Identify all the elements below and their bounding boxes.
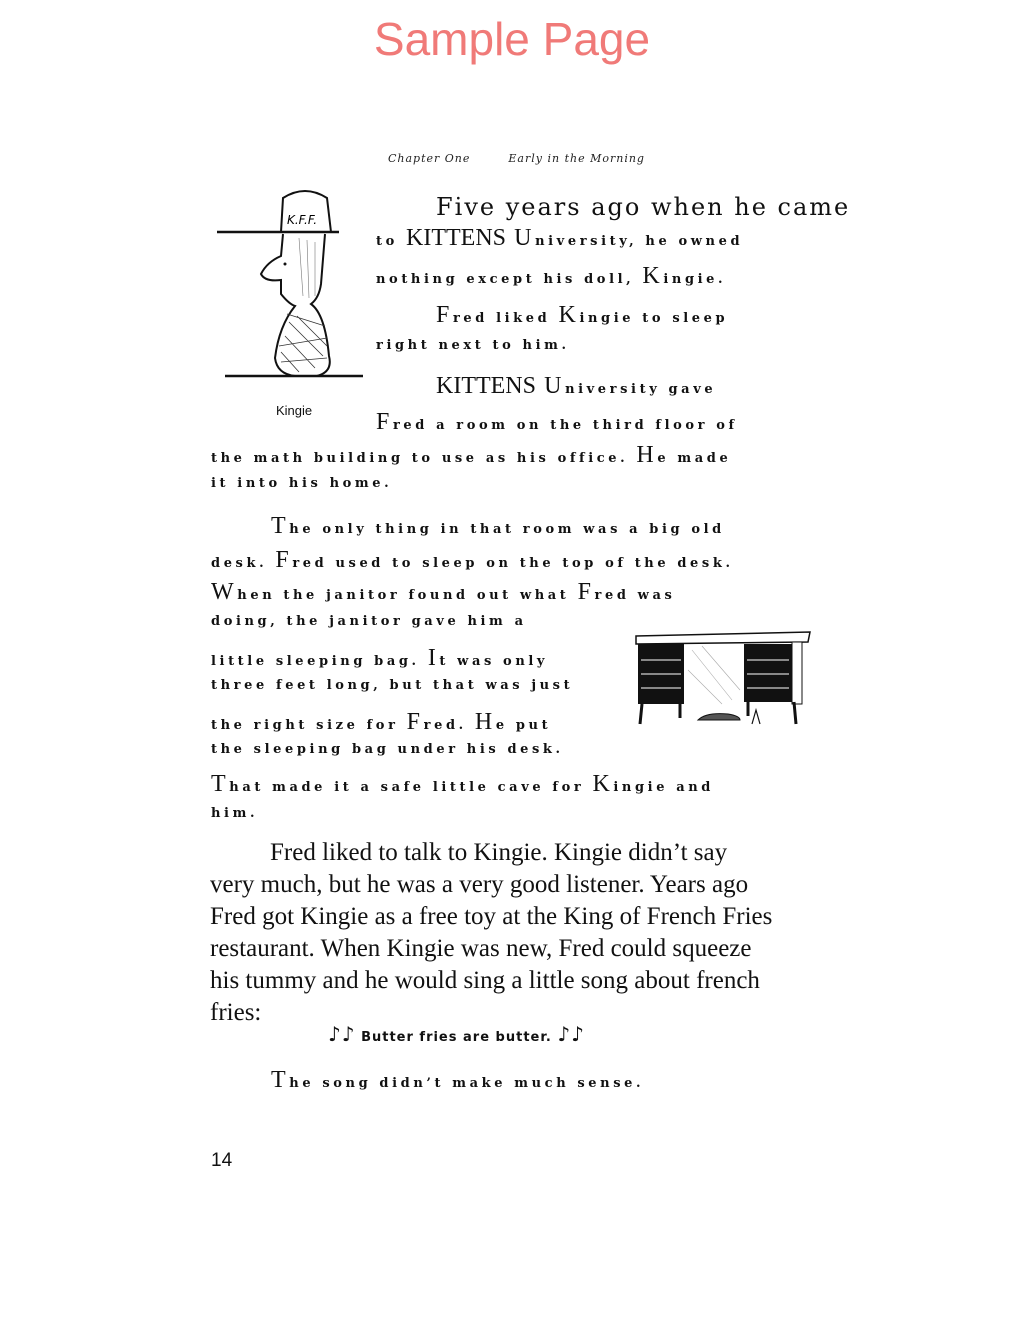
text-line: desk. Fred used to sleep on the top of the desk. [211, 547, 734, 573]
text-line: KITTENS University gave [436, 373, 717, 399]
text-line: to KITTENS University, he owned [376, 225, 744, 251]
desk-illustration [632, 630, 812, 730]
text-line: little sleeping bag. It was only [211, 645, 549, 671]
song-text: Butter fries are butter. [361, 1030, 552, 1045]
text-line: it into his home. [211, 476, 393, 491]
paragraph-line: Fred liked to talk to Kingie. Kingie didn’t say [270, 839, 728, 866]
paragraph-line: very much, but he was a very good listener. Years ago [210, 871, 749, 898]
text-line: the right size for Fred. He put [211, 709, 552, 735]
paragraph-line: his tummy and he would sing a little song about french [210, 967, 760, 994]
text-line: him. [211, 806, 259, 821]
kingie-illustration [215, 186, 365, 386]
text-line: the sleeping bag under his desk. [211, 742, 564, 757]
chapter-title: Early in the Morning [508, 152, 645, 165]
song-lyric [328, 1022, 585, 1046]
figure-caption: Kingie [276, 403, 313, 418]
chapter-header [388, 152, 683, 165]
text-line: three feet long, but that was just [211, 678, 574, 693]
text-line: the math building to use as his office. He made [211, 442, 732, 468]
text-line: nothing except his doll, Kingie. [376, 263, 727, 289]
text-line: Fred liked Kingie to sleep [436, 302, 729, 328]
text-line: When the janitor found out what Fred was [211, 579, 676, 605]
text-line: Fred a room on the third floor of [376, 409, 738, 435]
text-line: doing, the janitor gave him a [211, 614, 527, 629]
paragraph-line: fries: [210, 999, 262, 1026]
paragraph-line: Fred got Kingie as a free toy at the King of French Fries [210, 903, 773, 930]
music-note-icon: ♪♪ [328, 1022, 356, 1046]
sample-page-watermark: Sample Page [373, 13, 651, 65]
text-line: That made it a safe little cave for Kingie and [211, 771, 714, 797]
text-line: Five years ago when he came [436, 193, 851, 221]
chapter-number: Chapter One [388, 152, 471, 165]
music-note-icon: ♪♪ [557, 1022, 585, 1046]
paragraph-line: restaurant. When Kingie was new, Fred could squeeze [210, 935, 752, 962]
text-line: right next to him. [376, 338, 570, 353]
page-number: 14 [211, 1150, 233, 1171]
text-line: The only thing in that room was a big old [271, 513, 725, 539]
hat-text: K.F.F. [287, 213, 318, 227]
text-line: The song didn’t make much sense. [271, 1067, 645, 1093]
